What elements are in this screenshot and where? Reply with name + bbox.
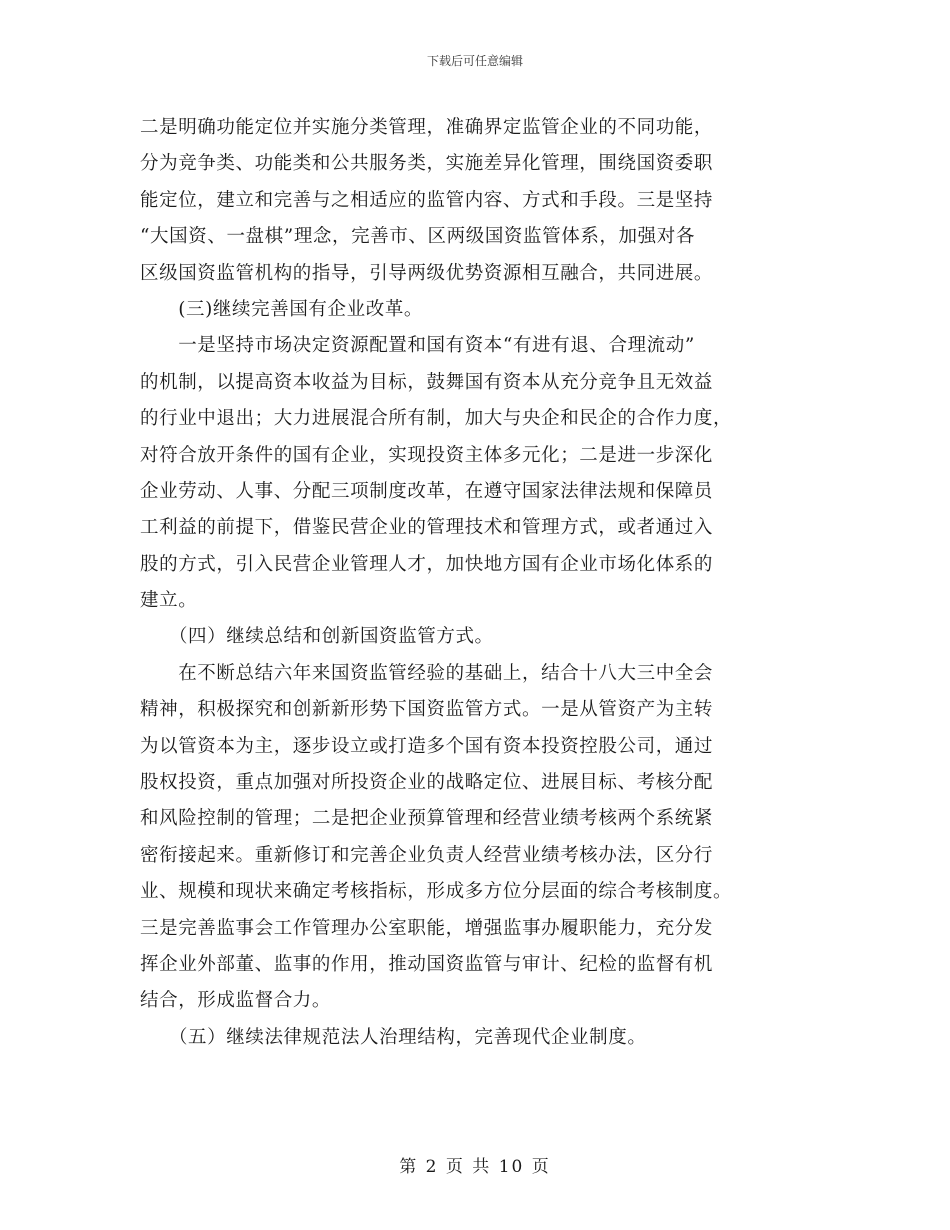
text-line: 二是明确功能定位并实施分类管理，准确界定监管企业的不同功能，	[140, 117, 714, 138]
text-line: 精神，积极探究和创新新形势下国资监管方式。一是从管资产为主转	[140, 699, 714, 721]
text-line: 三是完善监事会工作管理办公室职能，增强监事办履职能力，充分发	[140, 917, 714, 939]
section-heading: （四）继续总结和创新国资监管方式。	[140, 626, 494, 648]
page-number-footer: 第 2 页 共 10 页	[399, 1157, 551, 1177]
text-line: “大国资、一盘棋”理念，完善市、区两级国资监管体系，加强对各	[140, 226, 695, 248]
section-heading: （五）继续法律规范法人治理结构，完善现代企业制度。	[140, 1026, 647, 1048]
text-line: 建立。	[140, 590, 198, 612]
text-line: 为以管资本为主，逐步设立或打造多个国有资本投资控股公司，通过	[140, 735, 714, 757]
text-line: 的机制，以提高资本收益为目标，鼓舞国有资本从充分竞争且无效益	[140, 371, 714, 393]
text-line: 结合，形成监督合力。	[140, 990, 332, 1012]
text-line: 的行业中退出；大力进展混合所有制，加大与央企和民企的合作力度，	[140, 408, 733, 430]
text-line: 业、规模和现状来确定考核指标，形成多方位分层面的综合考核制度。	[140, 881, 733, 903]
text-line: 密衔接起来。重新修订和完善企业负责人经营业绩考核办法，区分行	[140, 844, 714, 866]
text-line: 在不断总结六年来国资监管经验的基础上，结合十八大三中全会	[140, 662, 714, 684]
text-line: 挥企业外部董、监事的作用，推动国资监管与审计、纪检的监督有机	[140, 953, 714, 975]
text-line: 企业劳动、人事、分配三项制度改革，在遵守国家法律法规和保障员	[140, 480, 714, 502]
text-line: 和风险控制的管理；二是把企业预算管理和经营业绩考核两个系统紧	[140, 808, 714, 830]
text-line: 对符合放开条件的国有企业，实现投资主体多元化；二是进一步深化	[140, 444, 714, 466]
page-header: 下载后可任意编辑	[426, 54, 523, 68]
text-line: 股权投资，重点加强对所投资企业的战略定位、进展目标、考核分配	[140, 772, 714, 794]
text-line: 分为竞争类、功能类和公共服务类，实施差异化管理，围绕国资委职	[140, 153, 714, 175]
section-heading: (三)继续完善国有企业改革。	[140, 298, 424, 320]
text-line: 一是坚持市场决定资源配置和国有资本“有进有退、合理流动”	[140, 335, 695, 357]
text-line: 工利益的前提下，借鉴民营企业的管理技术和管理方式，或者通过入	[140, 517, 714, 539]
text-line: 能定位，建立和完善与之相适应的监管内容、方式和手段。三是坚持	[140, 189, 714, 211]
text-line: 股的方式，引入民营企业管理人才，加快地方国有企业市场化体系的	[140, 553, 714, 575]
document-body	[140, 110, 810, 1056]
text-line: 区级国资监管机构的指导，引导两级优势资源相互融合，共同进展。	[140, 262, 714, 284]
